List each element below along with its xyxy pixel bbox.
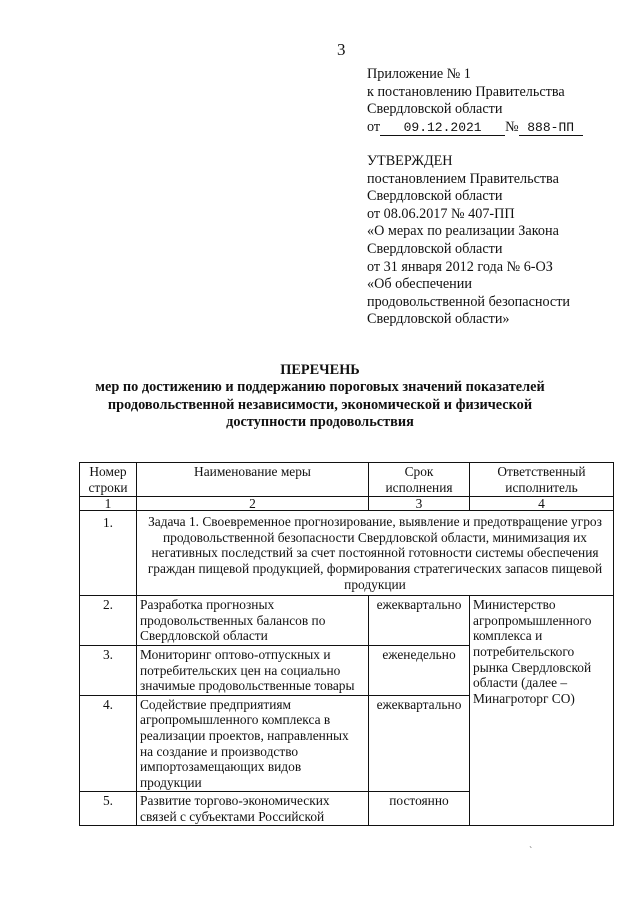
measures-table [79, 462, 614, 826]
measure-name: Мониторинг оптово-отпускных и потребительских цен на социально значимые продовольственные товары [137, 645, 369, 695]
column-number: 2 [137, 497, 369, 511]
measure-name: Содействие предприятиям агропромышленного комплекса в реализации проектов, направленных на создание и производство импортозамещающих видов продукции [137, 695, 369, 792]
column-number: 3 [369, 497, 470, 511]
title-line: доступности продовольствия [226, 414, 414, 431]
page-number: 3 [337, 40, 346, 59]
deadline: ежеквартально [369, 695, 470, 792]
title-line: продовольственной независимости, экономической и физической [107, 396, 533, 413]
deadline: постоянно [369, 792, 470, 826]
column-number: 4 [470, 497, 614, 511]
document-title [60, 362, 580, 432]
table-header-row [80, 463, 614, 497]
task-row [80, 511, 614, 596]
row-number: 2. [80, 596, 137, 646]
approved-line: от 31 января 2012 года № 6-ОЗ [367, 258, 553, 275]
appendix-block [367, 66, 583, 136]
number-label: № [505, 118, 519, 135]
measure-name: Разработка прогнозных продовольственных балансов по Свердловской области [137, 596, 369, 646]
from-label: от [367, 118, 381, 135]
row-number: 3. [80, 645, 137, 695]
approved-line: постановлением Правительства [367, 170, 559, 187]
column-number-row [80, 497, 614, 511]
deadline: еженедельно [369, 645, 470, 695]
column-number: 1 [80, 497, 137, 511]
row-number: 4. [80, 695, 137, 792]
header-cell: Номер строки [80, 463, 137, 497]
appendix-line: к постановлению Правительства [367, 83, 565, 100]
approved-heading: УТВЕРЖДЕН [367, 153, 453, 169]
measure-name: Развитие торгово-экономических связей с субъектами Российской [137, 792, 369, 826]
resolution-number: 888-ПП [519, 121, 583, 136]
approved-block [367, 153, 570, 329]
approved-line: Свердловской области [367, 240, 503, 257]
table-row [80, 596, 614, 646]
title-line: мер по достижению и поддержанию пороговых значений показателей [95, 379, 545, 396]
appendix-line: Свердловской области [367, 101, 503, 118]
deadline: ежеквартально [369, 596, 470, 646]
approved-line: продовольственной безопасности [367, 293, 571, 310]
approved-line: Свердловской области [367, 188, 503, 205]
row-number: 5. [80, 792, 137, 826]
approved-line: «О мерах по реализации Закона [367, 223, 559, 240]
header-cell: Наименование меры [137, 463, 369, 497]
scan-mark: ` [529, 846, 533, 857]
task-text: Задача 1. Своевременное прогнозирование, выявление и предотвращение угроз продовольственной безопасности Свердловской области, минимизация их негативных последствий за счет постоянной готовности системы обеспечения граждан пищевой продукцией, формирования стратегических запасов пищевой продукции [137, 511, 614, 596]
header-cell: Срок исполнения [369, 463, 470, 497]
title-heading: ПЕРЕЧЕНЬ [280, 362, 360, 378]
approved-line: от 08.06.2017 № 407-ПП [367, 205, 515, 222]
responsible-executor: Министерство агропромышленного комплекса и потребительского рынка Свердловской области (далее – Минагроторг СО) [470, 596, 614, 826]
resolution-date: 09.12.2021 [380, 121, 505, 136]
approved-line: «Об обеспечении [367, 276, 472, 293]
appendix-line: Приложение № 1 [367, 66, 471, 82]
appendix-date-line [367, 119, 583, 137]
row-number: 1. [80, 511, 137, 596]
header-cell: Ответственный исполнитель [470, 463, 614, 497]
approved-line: Свердловской области» [367, 311, 510, 328]
